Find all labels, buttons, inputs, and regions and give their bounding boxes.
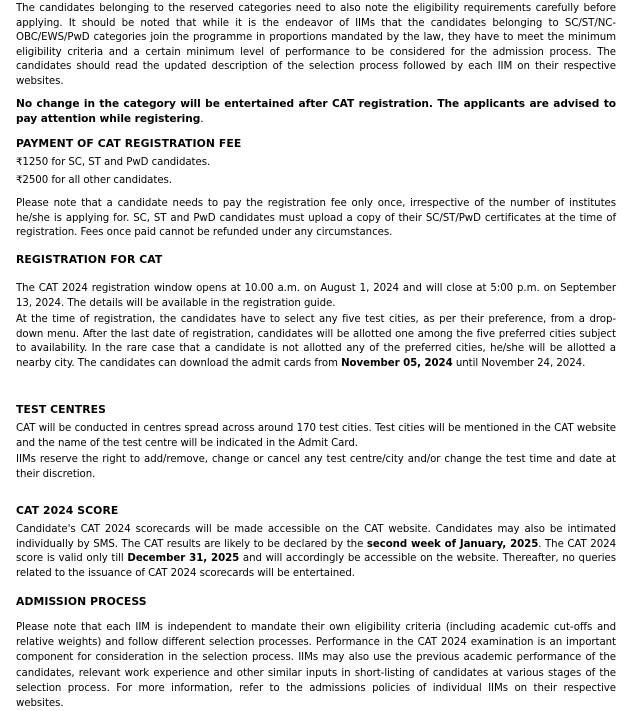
result-date: second week of January, 2025 [366,538,539,550]
registration-cities-text: At the time of registration, the candidates have to select any five test cities, as per their preference, from a drop-down menu. After the last date of registration, candidates will be allotted one among the five preferred cities subject to availability. In the rare case that a candidate is not allotted any of the preferred cities, he/she will be allotted a nearby city. The candidates can download the admit cards from [16,314,616,369]
test-centres-para-1 [16,422,616,451]
fee-reserved-text: ₹1250 for SC, ST and PwD candidates. [16,157,211,168]
admission-text: Please note that each IIM is independent to mandate their own eligibility criteria (including academic cut-offs and relative weights) and follow different selection processes. Performance in the CAT 2024 examination is an important component for consideration in the selection process. IIMs may also use the previous academic performance of the candidates, relevant work experience and other similar inputs in short-listing of candidates at various stages of the selection process. For more information, refer to the admissions policies of individual IIMs on their respective websites. [16,622,616,710]
admit-card-date: November 05, 2024 [341,357,453,369]
intro-paragraph: The candidates belonging to the reserved categories need to also note the eligibility requirements carefully before applying. It should be noted that while it is the endeavor of IIMs that the candidates belonging to SC/ST/NC-OBC/EWS/PwD categories join the programme in proportions mandated by the law, they have to meet the minimum eligibility criteria and a certain minimum level of performance to be considered for the admission process. The candidates should read the updated description of the selection process followed by each IIM on their respective websites. [16,3,616,87]
score-heading: CAT 2024 SCORE [16,504,119,517]
category-notice [16,97,616,126]
fee-line-general [16,174,616,189]
category-notice-end: . [200,112,204,125]
score-text-3: and will accordingly be accessible on the website. Thereafter, no queries related to the issuance of CAT 2024 scorecards will be entertained. [16,553,616,579]
payment-note-text: Please note that a candidate needs to pay the registration fee only once, irrespective of the number of institutes he/she is applying for. SC, ST and PwD candidates must upload a copy of their SC/ST/PwD certificates at the time of registration. Fees once paid cannot be refunded under any circumstances. [16,198,616,239]
test-centres-para-2 [16,453,616,482]
fee-line-reserved [16,156,616,171]
test-centres-heading: TEST CENTRES [16,403,107,416]
registration-heading: REGISTRATION FOR CAT [16,253,163,266]
category-notice-bold: No change in the category will be entertained after CAT registration. The applicants are advised to pay attention while registering [16,98,616,125]
score-paragraph [16,523,616,581]
score-text-1: Candidate's CAT 2024 scorecards will be made accessible on the CAT website. Candidates may also be intimated individually by SMS. The CAT results are likely to be declared by the [16,524,616,550]
intro-section [16,2,616,90]
score-validity-date: December 31, 2025 [127,553,240,565]
test-centres-text-1: CAT will be conducted in centres spread across around 170 test cities. Test cities will be mentioned in the CAT website and the name of the test centre will be indicated in the Admit Card. [16,423,616,449]
registration-window-text: The CAT 2024 registration window opens at 10.00 a.m. on August 1, 2024 and will close at 5:00 p.m. on September 13, 2024. The details will be available in the registration guide. [16,283,616,309]
score-text-2: . The CAT 2024 score is valid only till [16,538,617,565]
payment-note [16,197,616,241]
test-centres-text-2: IIMs reserve the right to add/remove, change or cancel any test centre/city and/or change the test time and date at their discretion. [16,454,616,480]
admission-paragraph [16,620,616,711]
admit-card-end: until November 24, 2024. [452,357,586,369]
payment-heading: PAYMENT OF CAT REGISTRATION FEE [16,137,242,150]
registration-para-1 [16,282,616,311]
admission-heading: ADMISSION PROCESS [16,595,147,608]
registration-para-2 [16,313,616,371]
fee-general-text: ₹2500 for all other candidates. [16,175,172,186]
